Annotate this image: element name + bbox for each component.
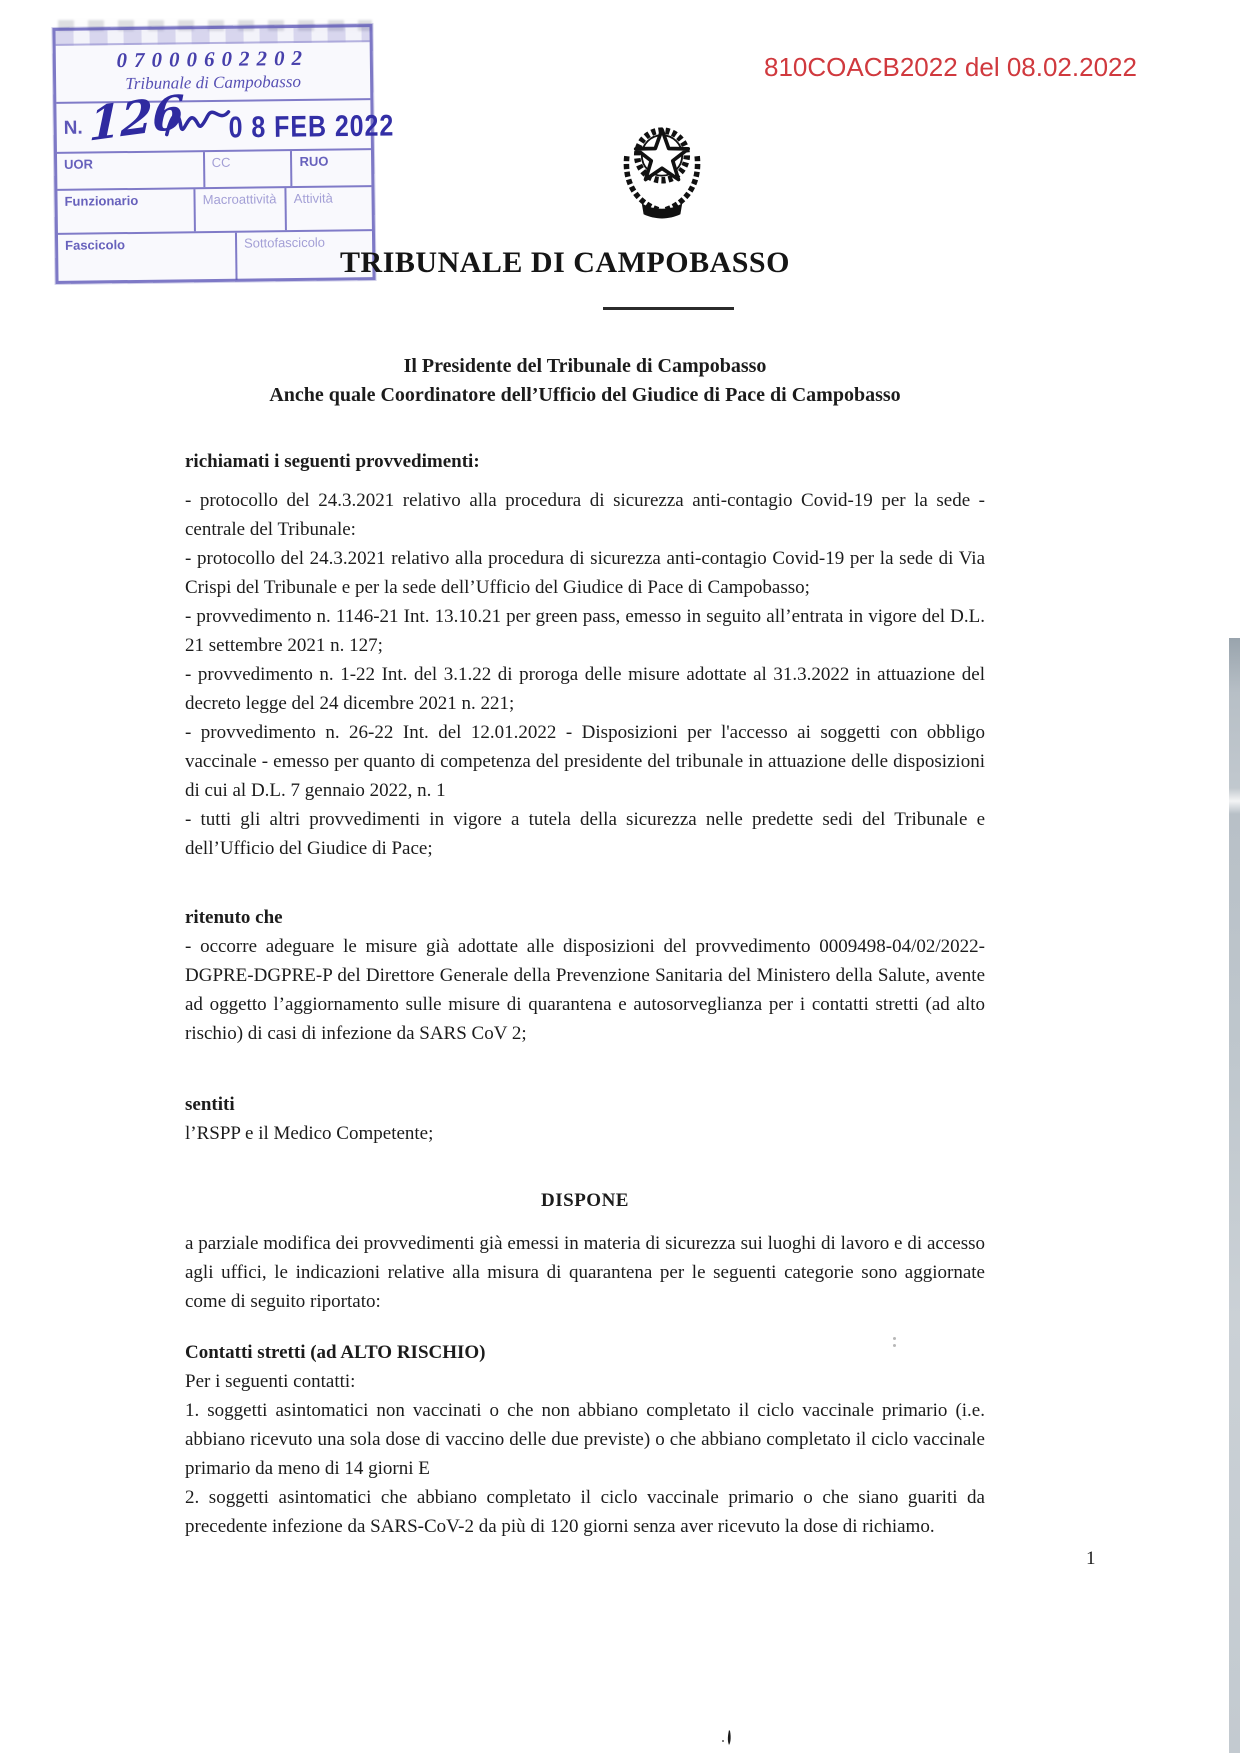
stamp-date: 0 8 FEB 2022: [228, 107, 395, 145]
dispone-label: DISPONE: [541, 1190, 629, 1211]
stamp-field-funzionario: Funzionario: [57, 189, 196, 233]
stamp-field-sottofascicolo: Sottofascicolo: [243, 234, 326, 251]
stamp-protocol-number: 07000602202: [116, 45, 310, 73]
recital-item: - protocollo del 24.3.2021 relativo alla procedura di sicurezza anti-contagio Covid-19 per la sede di Via Crispi del Tribunale e per la sede dell’Ufficio del Giudice di Pace di Campobasso;: [185, 548, 985, 598]
signature-scribble-icon: [164, 104, 231, 150]
scan-edge-stripe: [1229, 638, 1240, 1753]
contatti-heading: Contatti stretti (ad ALTO RISCHIO): [185, 1342, 486, 1363]
title-rule: [603, 307, 734, 310]
recital-item: - provvedimento n. 26-22 Int. del 12.01.2022 - Disposizioni per l'accesso ai soggetti con obbligo vaccinale - emesso per quanto di competenza del presidente del tribunale in attuazione delle disposizioni di cui al D.L. 7 gennaio 2022, n. 1: [185, 722, 985, 801]
ritenuto-label: ritenuto che: [185, 907, 283, 928]
italy-state-emblem-icon: [616, 112, 708, 225]
stamp-row-funzionario: [57, 187, 372, 235]
stamp-field-cc: CC: [205, 151, 293, 187]
stamp-field-macroattivita: Macroattività: [196, 188, 288, 231]
contatti-item: 1. soggetti asintomatici non vaccinati o che non abbiano completato il ciclo vaccinale primario (i.e. abbiano ricevuto una sola dose di vaccino delle due previste) o che abbiano completato il ciclo vaccinale primario da meno di 14 giorni E: [185, 1400, 985, 1479]
stamp-handwritten-number: 126: [88, 84, 185, 152]
court-title: TRIBUNALE DI CAMPOBASSO: [340, 246, 790, 279]
dispone-text: a parziale modifica dei provvedimenti già emessi in materia di sicurezza sui luoghi di lavoro e di accesso agli uffici, le indicazioni relative alla misura di quarantena per le seguenti categorie sono aggiornate come di seguito riportato:: [185, 1233, 985, 1312]
sentiti-text: l’RSPP e il Medico Competente;: [185, 1123, 434, 1144]
richiamati-label: richiamati i seguenti provvedimenti:: [185, 451, 480, 472]
document-body: [185, 352, 985, 1541]
ink-mark-icon: [720, 1728, 736, 1748]
stamp-number-date-row: [56, 84, 395, 154]
contatti-item: 2. soggetti asintomatici che abbiano completato il ciclo vaccinale primario o che siano guariti da precedente infezione da SARS-CoV-2 da più di 120 giorni senza aver ricevuto la dose di richiamo.: [185, 1487, 985, 1537]
stamp-row-uor-cc-ruo: [57, 150, 371, 191]
ritenuto-text: - occorre adeguare le misure già adottate alle disposizioni del provvedimento 0009498-04/02/2022-DGPRE-DGPRE-P del Direttore Generale della Prevenzione Sanitaria del Ministero della Salute, avente ad oggetto l’aggiornamento sulle misure di quarantena e autosorveglianza per i contatti stretti (ad alto rischio) di casi di infezione da SARS CoV 2;: [185, 936, 985, 1044]
recital-item: - provvedimento n. 1-22 Int. del 3.1.22 di proroga delle misure adottate al 31.3.2022 in attuazione del decreto legge del 24 dicembre 2021 n. 221;: [185, 664, 985, 714]
protocol-stamp: [52, 24, 395, 284]
president-heading-line2: Anche quale Coordinatore dell’Ufficio del Giudice di Pace di Campobasso: [269, 384, 901, 406]
page-number: 1: [1086, 1548, 1096, 1569]
stamp-field-ruo: RUO: [299, 153, 329, 169]
recital-item: - protocollo del 24.3.2021 relativo alla procedura di sicurezza anti-contagio Covid-19 per la sede - centrale del Tribunale:: [185, 490, 985, 540]
recital-item: - tutti gli altri provvedimenti in vigore a tutela della sicurezza nelle predette sedi del Tribunale e dell’Ufficio del Giudice di Pace;: [185, 809, 985, 859]
document-reference: 810COACB2022 del 08.02.2022: [764, 52, 1137, 82]
stamp-n-label: N.: [63, 117, 83, 139]
sentiti-label: sentiti: [185, 1094, 235, 1115]
contatti-intro: Per i seguenti contatti:: [185, 1371, 356, 1392]
ink-mark: [720, 1728, 736, 1753]
president-heading-line1: Il Presidente del Tribunale di Campobasso: [403, 355, 767, 377]
stamp-office-name: Tribunale di Campobasso: [125, 71, 302, 94]
recital-item: - provvedimento n. 1146-21 Int. 13.10.21 per green pass, emesso in seguito all’entrata in vigore del D.L. 21 settembre 2021 n. 127;: [185, 606, 985, 656]
stamp-field-fascicolo: Fascicolo: [58, 233, 238, 282]
stamp-field-attivita: Attività: [293, 190, 333, 207]
stamp-field-uor: UOR: [57, 152, 205, 189]
